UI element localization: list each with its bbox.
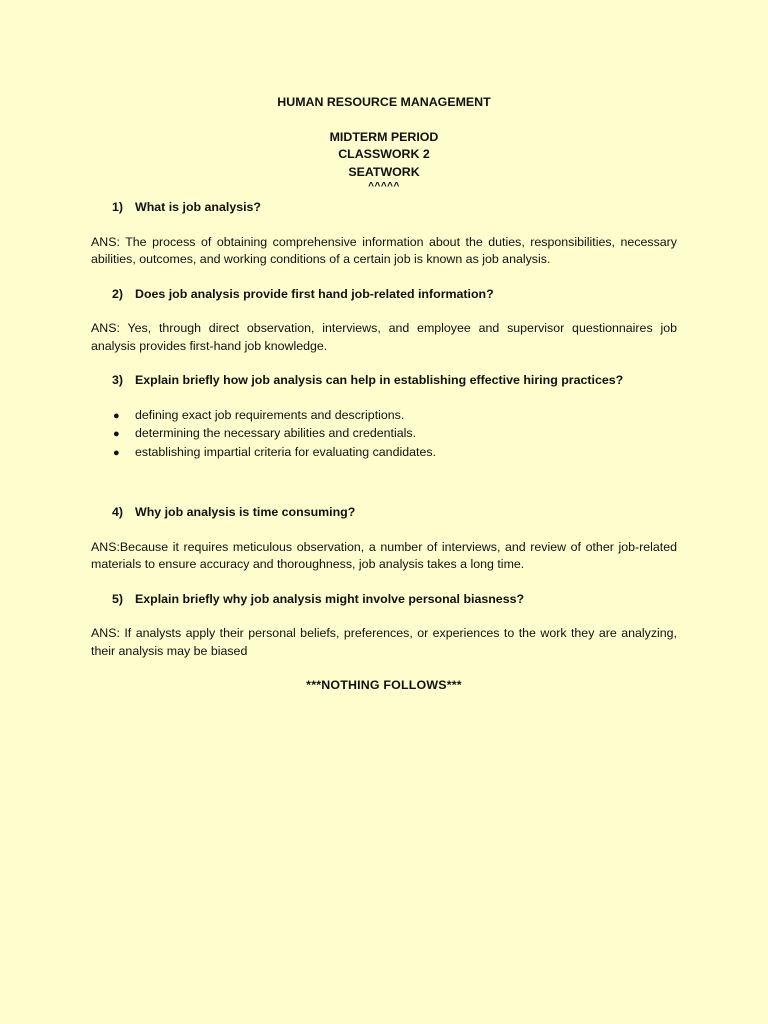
- answer-5: ANS: If analysts apply their personal beliefs, preferences, or experiences to the work they are analyzing, their analysis may be biased: [91, 626, 677, 658]
- bullet-text: defining exact job requirements and descriptions.: [135, 407, 405, 422]
- question-2: [91, 286, 677, 304]
- spacer: [91, 462, 677, 497]
- bullet-text: determining the necessary abilities and credentials.: [135, 426, 417, 440]
- period-label: MIDTERM PERIOD: [329, 129, 439, 144]
- list-item: [91, 444, 677, 463]
- question-block-3: [91, 372, 677, 497]
- question-text: Explain briefly why job analysis might involve personal biasness?: [135, 591, 525, 606]
- answer-3-bullet-list: [91, 407, 677, 463]
- question-block-1: [91, 199, 677, 269]
- question-text: Does job analysis provide first hand job-related information?: [135, 286, 494, 301]
- question-5: [91, 591, 677, 609]
- question-block-2: [91, 286, 677, 356]
- bullet-dot-icon: ●: [113, 409, 120, 422]
- question-text: What is job analysis?: [135, 200, 261, 214]
- answer-1: ANS: The process of obtaining comprehensive information about the duties, responsibilities, necessary abilities, outcomes, and working conditions of a certain job is known as job analysis.: [91, 234, 677, 266]
- question-block-5: [91, 591, 677, 661]
- list-item: [91, 407, 677, 426]
- answer-2: ANS: Yes, through direct observation, interviews, and employee and supervisor questionnaires job analysis provides first-hand job knowledge.: [91, 321, 677, 353]
- answer-4: ANS:Because it requires meticulous observation, a number of interviews, and review of other job-related materials to ensure accuracy and thoroughness, job analysis takes a long time.: [91, 539, 677, 571]
- question-1: [91, 199, 677, 217]
- question-text: Explain briefly how job analysis can help in establishing effective hiring practices?: [135, 373, 624, 387]
- question-number: 5): [111, 591, 123, 606]
- bullet-dot-icon: ●: [113, 428, 120, 440]
- nothing-follows-footer: ***NOTHING FOLLOWS***: [306, 678, 462, 692]
- caret-divider: ^^^^^: [368, 181, 400, 192]
- question-number: 3): [111, 373, 123, 387]
- question-number: 1): [111, 200, 123, 214]
- question-3: [91, 372, 677, 390]
- list-item: [91, 425, 677, 444]
- question-4: [91, 504, 677, 522]
- question-block-4: [91, 504, 677, 574]
- classwork-label: CLASSWORK 2: [338, 147, 430, 161]
- seatwork-label: SEATWORK: [348, 164, 420, 179]
- header-block: [91, 94, 677, 192]
- bullet-dot-icon: ●: [113, 446, 120, 459]
- question-number: 2): [111, 286, 123, 301]
- course-title: HUMAN RESOURCE MANAGEMENT: [277, 95, 491, 109]
- question-text: Why job analysis is time consuming?: [135, 505, 356, 519]
- bullet-text: establishing impartial criteria for evaluating candidates.: [135, 444, 436, 459]
- question-number: 4): [111, 505, 123, 519]
